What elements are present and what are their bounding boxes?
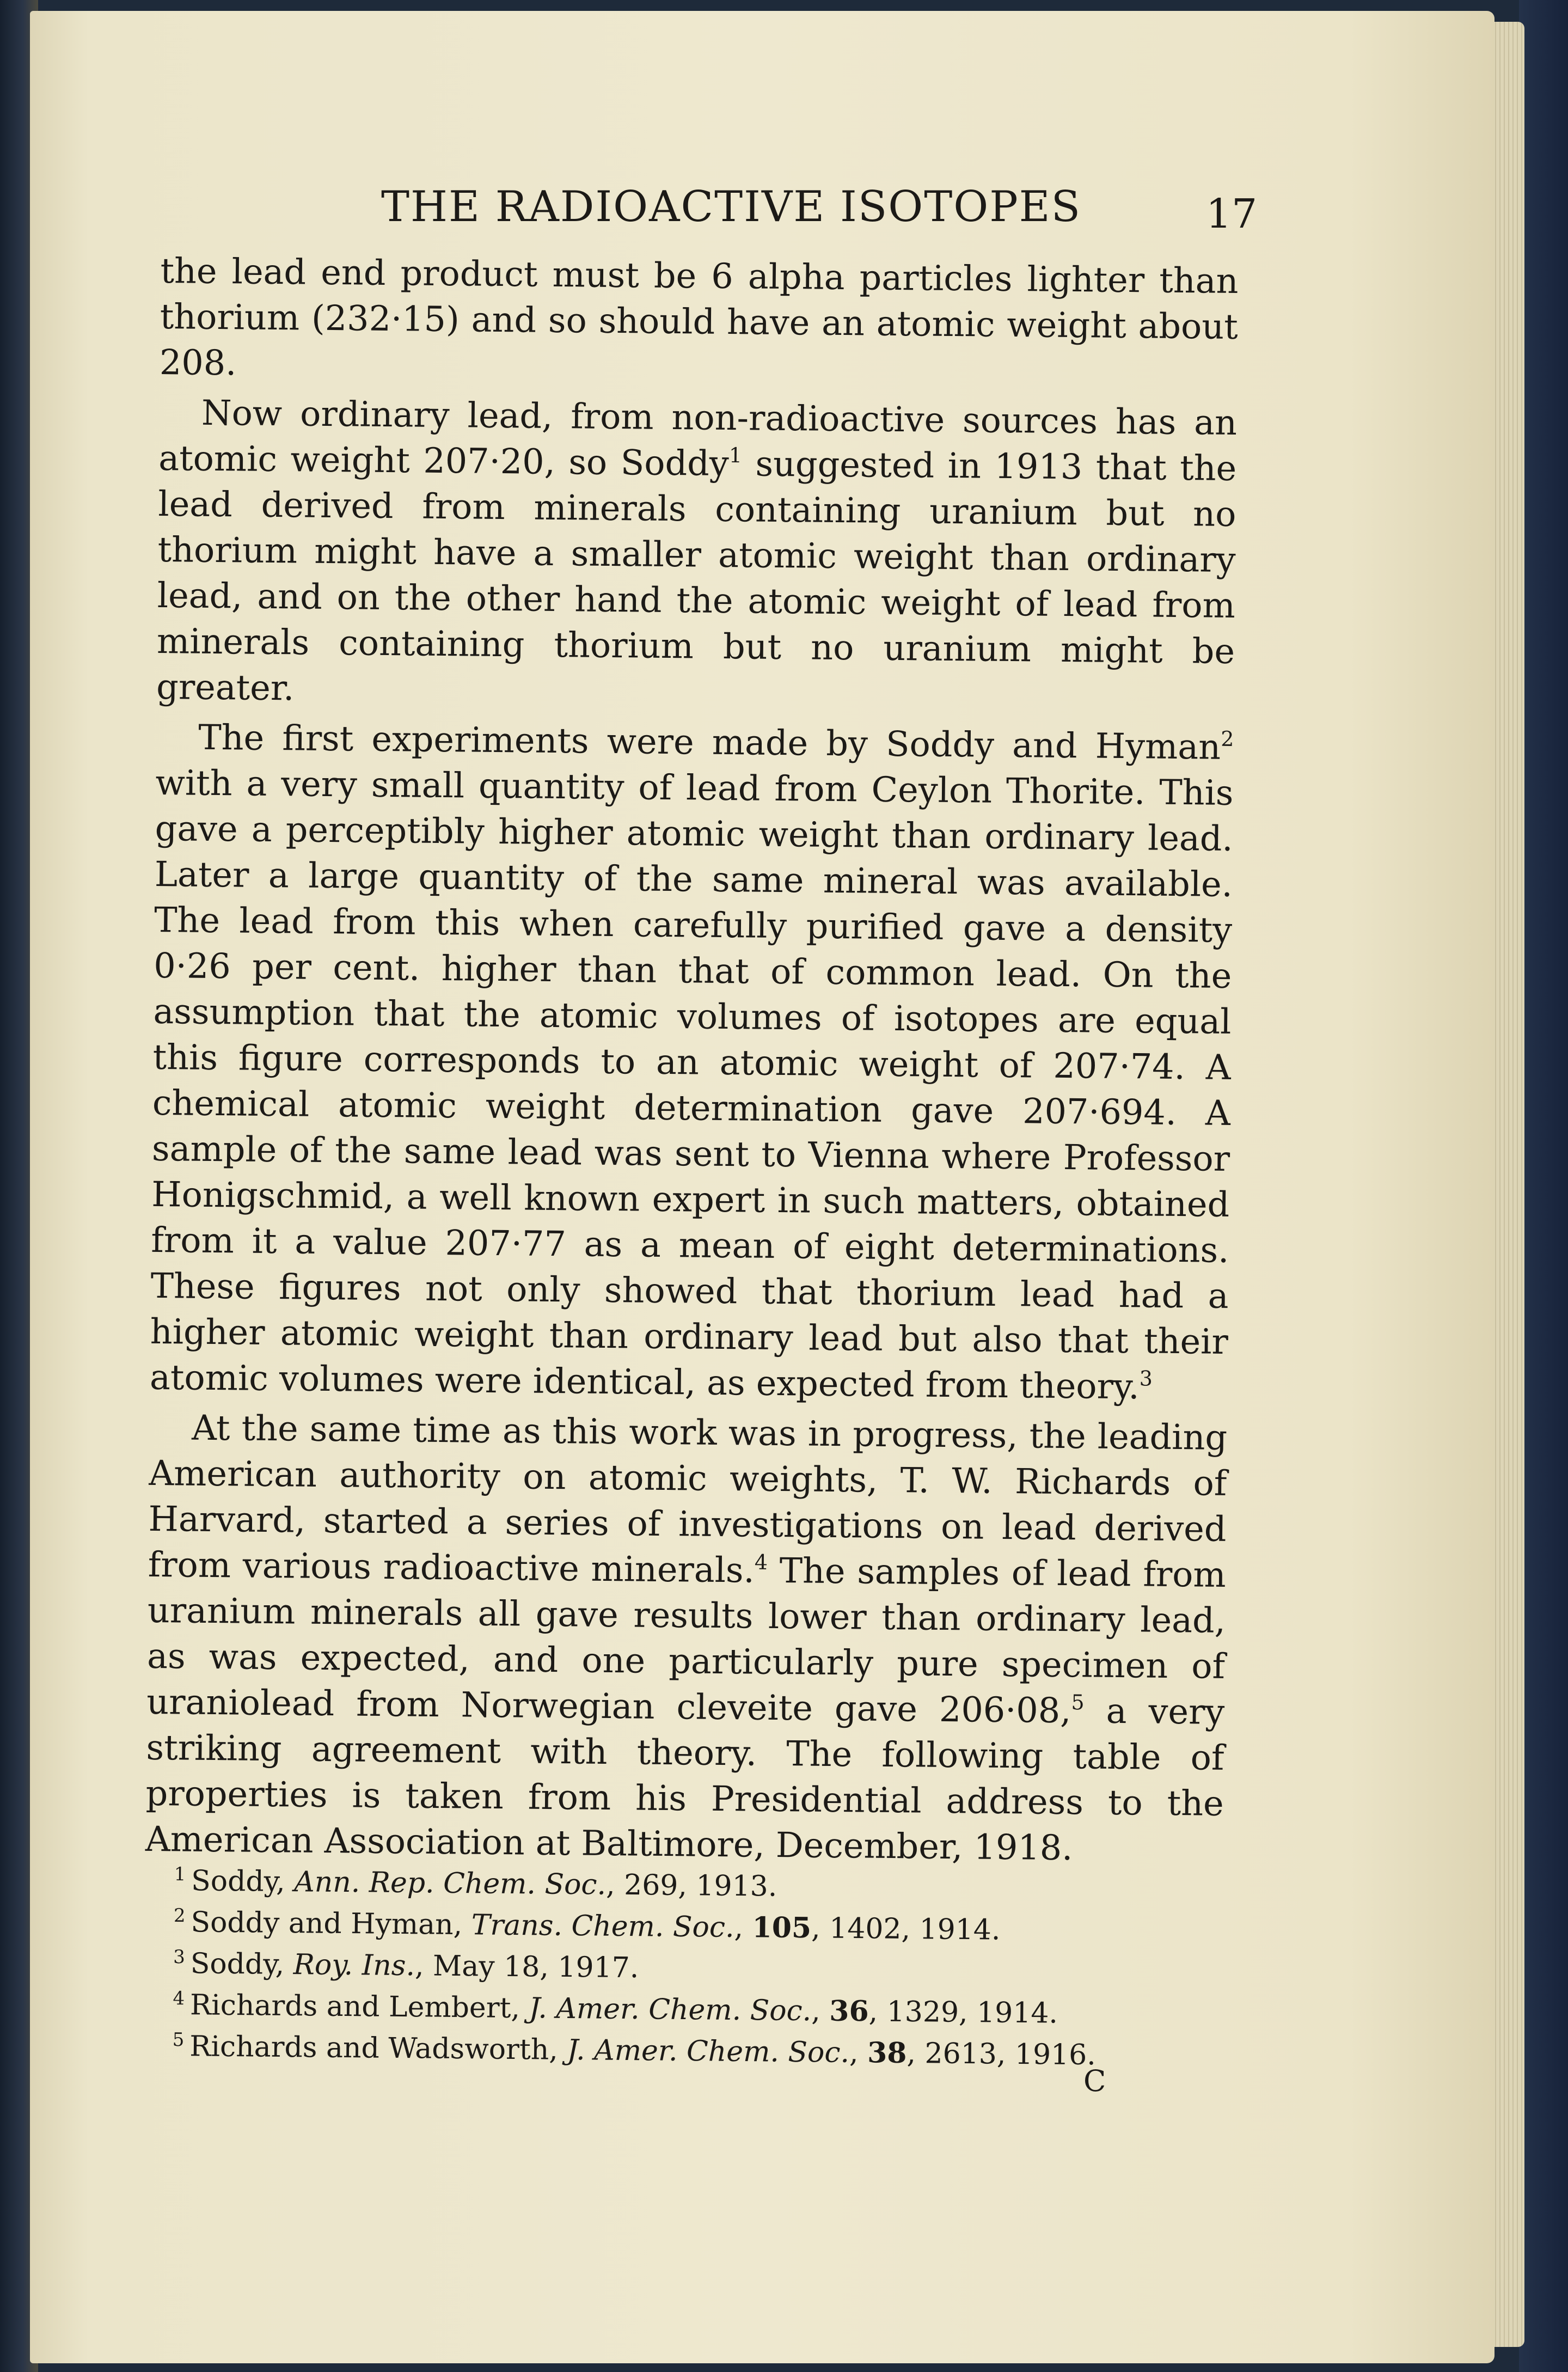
footnote-reference: 4 xyxy=(754,1550,768,1574)
footnote-citation: , May 18, 1917. xyxy=(414,1949,639,1985)
body-text xyxy=(145,248,1238,1876)
signature-mark: C xyxy=(1083,2064,1106,2098)
footnote-author: Soddy, xyxy=(190,1947,294,1982)
paragraph-1: the lead end product must be 6 alpha particles lighter than thorium (232·15) and so should have an atomic weight about 208. xyxy=(159,250,1239,383)
footnote-volume: 38 xyxy=(867,2036,907,2070)
footnote-volume: 105 xyxy=(752,1911,812,1945)
paragraph-3 xyxy=(150,714,1234,1410)
footnote-journal: Roy. Ins. xyxy=(293,1948,415,1983)
footnote-citation: , 2613, 1916. xyxy=(906,2037,1097,2072)
paragraph-text: The first experiments were made by Soddy and Hyman xyxy=(198,717,1221,767)
footnote-citation: , 1402, 1914. xyxy=(811,1912,1001,1947)
footnote-journal: J. Amer. Chem. Soc. xyxy=(567,2033,850,2069)
footnote-reference: 5 xyxy=(1071,1690,1085,1715)
paragraph-text: At the same time as this work was in progress, the leading American authority on atomic weights, T. W. Richards of Harvard, started a series of investigations on lead derived from various radioactive minerals. xyxy=(148,1407,1228,1591)
footnote-citation: , 1329, 1914. xyxy=(868,1995,1058,2030)
paragraph-text: Now ordinary lead, from non-radioactive sources has an atomic weight 207·20, so Soddy xyxy=(158,392,1238,484)
paragraph-text: a very striking agreement with theory. The following table of properties is taken from his Presidential address to the American Association at Baltimore, December, 1918. xyxy=(145,1690,1225,1868)
footnote: $^4$ Richards and Lembert, J. Amer. Chem. Soc., 36, 1329, 1914. xyxy=(173,1987,1058,2030)
footnote-number: 2 xyxy=(173,1904,186,1927)
paragraph-text: suggested in 1913 that the lead derived from minerals containing uranium but no thorium might have a smaller atomic weight than ordinary lead, and on the other hand the atomic weight of lead from minerals containing thorium but no uranium might be greater. xyxy=(156,443,1237,708)
paragraph-4 xyxy=(145,1404,1228,1872)
footnote-author: Soddy and Hyman, xyxy=(191,1906,472,1942)
footnote-number: 3 xyxy=(173,1946,186,1968)
book-cover-right xyxy=(1519,0,1568,2372)
paragraph-text: The samples of lead from uranium minerals all gave results lower than ordinary lead, as was expected, and one particularly pure specimen of uraniolead from Norwegian cleveite gave 206·08, xyxy=(146,1550,1227,1731)
paragraph-2 xyxy=(156,389,1238,720)
footnote-citation: , 269, 1913. xyxy=(605,1868,777,1903)
footnote-number: 1 xyxy=(174,1863,186,1886)
footnote: $^5$ Richards and Wadsworth, J. Amer. Chem. Soc., 38, 2613, 1916. xyxy=(172,2028,1097,2072)
footnotes xyxy=(172,1857,1198,2074)
footnote-reference: 3 xyxy=(1139,1366,1153,1391)
footnote-journal: J. Amer. Chem. Soc. xyxy=(529,1992,812,2028)
footnote-reference: 2 xyxy=(1221,726,1234,751)
footnote-reference: 1 xyxy=(728,443,743,468)
running-header: THE RADIOACTIVE ISOTOPES xyxy=(381,182,1082,231)
footnote-journal: Ann. Rep. Chem. Soc. xyxy=(293,1866,607,1902)
footnote-number: 4 xyxy=(173,1987,185,2010)
footnote-author: Richards and Lembert, xyxy=(189,1989,529,2025)
footnote-number: 5 xyxy=(172,2028,185,2051)
page-number: 17 xyxy=(1206,191,1258,237)
footnote-author: Richards and Wadsworth, xyxy=(189,2030,567,2067)
footnote-journal: Trans. Chem. Soc. xyxy=(471,1909,734,1944)
paragraph-text: with a very small quantity of lead from Ceylon Thorite. This gave a perceptibly higher atomic weight than ordinary lead. Later a large quantity of the same mineral was available. The lead from this when carefully purified gave a density 0·26 per cent. higher than that of common lead. On the assumption that the atomic volumes of isotopes are equal this figure corresponds to an atomic weight of 207·74. A chemical atomic weight determination gave 207·694. A sample of the same lead was sent to Vienna where Professor Honigschmid, a well known expert in such matters, obtained from it a value 207·77 as a mean of eight determinations. These figures not only showed that thorium lead had a higher atomic weight than ordinary lead but also that their atomic volumes were identical, as expected from theory. xyxy=(149,762,1234,1407)
footnote-author: Soddy, xyxy=(191,1864,295,1899)
footnote: $^2$ Soddy and Hyman, Trans. Chem. Soc., 105, 1402, 1914. xyxy=(173,1904,1001,1947)
footnote-volume: 36 xyxy=(829,1994,869,2028)
